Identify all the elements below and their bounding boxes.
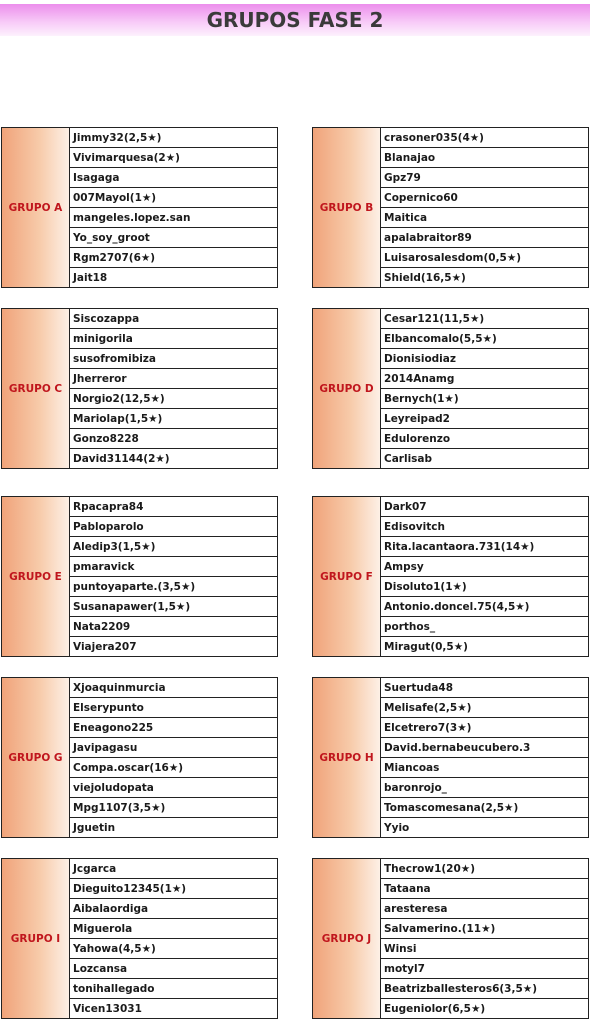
list-item: Lozcansa bbox=[70, 959, 277, 979]
list-item: Edulorenzo bbox=[381, 429, 588, 449]
list-item: Eugeniolor(6,5★) bbox=[384, 1002, 486, 1015]
group-d bbox=[312, 308, 589, 469]
group-i bbox=[1, 858, 278, 1019]
list-item: Bernych(1★) bbox=[381, 389, 588, 409]
list-item: porthos_ bbox=[381, 617, 588, 637]
list-item: Edisovitch bbox=[381, 517, 588, 537]
member-list bbox=[70, 309, 277, 468]
list-item: Rita.lacantaora.731(14★) bbox=[381, 537, 588, 557]
group-label: GRUPO A bbox=[2, 128, 70, 287]
member-list bbox=[70, 128, 277, 287]
list-item: Elserypunto bbox=[70, 698, 277, 718]
list-item: Elcetrero7(3★) bbox=[381, 718, 588, 738]
list-item: Rpacapra84 bbox=[70, 497, 277, 517]
list-item: puntoyaparte.(3,5★) bbox=[70, 577, 277, 597]
list-item: Disoluto1(1★) bbox=[381, 577, 588, 597]
member-list bbox=[70, 497, 277, 656]
member-list bbox=[381, 309, 588, 468]
list-item: Dark07 bbox=[381, 497, 588, 517]
list-item: Luisarosalesdom(0,5★) bbox=[381, 248, 588, 268]
group-label: GRUPO G bbox=[2, 678, 70, 837]
list-item: Winsi bbox=[381, 939, 588, 959]
list-item: minigorila bbox=[70, 329, 277, 349]
list-item: Jcgarca bbox=[70, 859, 277, 879]
group-label: GRUPO E bbox=[2, 497, 70, 656]
list-item: Tomascomesana(2,5★) bbox=[381, 798, 588, 818]
list-item: Copernico60 bbox=[381, 188, 588, 208]
list-item: crasoner035(4★) bbox=[381, 128, 588, 148]
list-item: mangeles.lopez.san bbox=[70, 208, 277, 228]
list-item: Jguetin bbox=[73, 821, 116, 834]
list-item: Pabloparolo bbox=[70, 517, 277, 537]
list-item: Gpz79 bbox=[381, 168, 588, 188]
list-item: Norgio2(12,5★) bbox=[70, 389, 277, 409]
list-item: Melisafe(2,5★) bbox=[381, 698, 588, 718]
list-item: Jherreror bbox=[70, 369, 277, 389]
group-e bbox=[1, 496, 278, 657]
member-list bbox=[70, 678, 277, 837]
list-item: David.bernabeucubero.3 bbox=[381, 738, 588, 758]
list-item: Shield(16,5★) bbox=[384, 271, 466, 284]
list-item: Salvamerino.(11★) bbox=[381, 919, 588, 939]
group-h bbox=[312, 677, 589, 838]
list-item: David31144(2★) bbox=[73, 452, 170, 465]
group-f bbox=[312, 496, 589, 657]
list-item: Beatrizballesteros6(3,5★) bbox=[381, 979, 588, 999]
list-item: Yahowa(4,5★) bbox=[70, 939, 277, 959]
group-label: GRUPO J bbox=[313, 859, 381, 1018]
list-item: Yo_soy_groot bbox=[70, 228, 277, 248]
list-item: Dionisiodiaz bbox=[381, 349, 588, 369]
list-item: Jimmy32(2,5★) bbox=[70, 128, 277, 148]
list-item: Viajera207 bbox=[73, 640, 137, 653]
list-item: Mariolap(1,5★) bbox=[70, 409, 277, 429]
title-bar bbox=[0, 4, 590, 36]
list-item: Rgm2707(6★) bbox=[70, 248, 277, 268]
group-a bbox=[1, 127, 278, 288]
list-item: Thecrow1(20★) bbox=[381, 859, 588, 879]
list-item: Maitica bbox=[381, 208, 588, 228]
list-item: Nata2209 bbox=[70, 617, 277, 637]
list-item: Miancoas bbox=[381, 758, 588, 778]
list-item: Dieguito12345(1★) bbox=[70, 879, 277, 899]
list-item: Antonio.doncel.75(4,5★) bbox=[381, 597, 588, 617]
list-item: Yyio bbox=[384, 821, 410, 834]
member-list bbox=[381, 859, 588, 1018]
list-item: Cesar121(11,5★) bbox=[381, 309, 588, 329]
list-item: Compa.oscar(16★) bbox=[70, 758, 277, 778]
list-item: Blanajao bbox=[381, 148, 588, 168]
list-item: Aibalaordiga bbox=[70, 899, 277, 919]
member-list bbox=[381, 678, 588, 837]
group-label: GRUPO F bbox=[313, 497, 381, 656]
list-item: Siscozappa bbox=[70, 309, 277, 329]
group-label: GRUPO H bbox=[313, 678, 381, 837]
member-list bbox=[70, 859, 277, 1018]
list-item: Susanapawer(1,5★) bbox=[70, 597, 277, 617]
list-item: motyl7 bbox=[381, 959, 588, 979]
group-label: GRUPO C bbox=[2, 309, 70, 468]
list-item: Vicen13031 bbox=[73, 1002, 142, 1015]
list-item: Elbancomalo(5,5★) bbox=[381, 329, 588, 349]
list-item: Mpg1107(3,5★) bbox=[70, 798, 277, 818]
group-j bbox=[312, 858, 589, 1019]
list-item: Javipagasu bbox=[70, 738, 277, 758]
list-item: 007Mayol(1★) bbox=[70, 188, 277, 208]
list-item: susofromibiza bbox=[70, 349, 277, 369]
member-list bbox=[381, 128, 588, 287]
list-item: Vivimarquesa(2★) bbox=[70, 148, 277, 168]
member-list bbox=[381, 497, 588, 656]
group-b bbox=[312, 127, 589, 288]
list-item: Xjoaquinmurcia bbox=[70, 678, 277, 698]
list-item: Jait18 bbox=[73, 271, 108, 284]
group-label: GRUPO B bbox=[313, 128, 381, 287]
list-item: viejoludopata bbox=[70, 778, 277, 798]
list-item: Miguerola bbox=[70, 919, 277, 939]
list-item: baronrojo_ bbox=[381, 778, 588, 798]
list-item: 2014Anamg bbox=[381, 369, 588, 389]
list-item: Aledip3(1,5★) bbox=[70, 537, 277, 557]
group-label: GRUPO I bbox=[2, 859, 70, 1018]
list-item: Miragut(0,5★) bbox=[384, 640, 468, 653]
group-g bbox=[1, 677, 278, 838]
list-item: aresteresa bbox=[381, 899, 588, 919]
list-item: apalabraitor89 bbox=[381, 228, 588, 248]
list-item: tonihallegado bbox=[70, 979, 277, 999]
list-item: pmaravick bbox=[70, 557, 277, 577]
list-item: Carlisab bbox=[384, 452, 433, 465]
list-item: Isagaga bbox=[70, 168, 277, 188]
list-item: Tataana bbox=[381, 879, 588, 899]
list-item: Ampsy bbox=[381, 557, 588, 577]
list-item: Eneagono225 bbox=[70, 718, 277, 738]
list-item: Suertuda48 bbox=[381, 678, 588, 698]
list-item: Gonzo8228 bbox=[70, 429, 277, 449]
page-title: GRUPOS FASE 2 bbox=[206, 8, 384, 32]
group-label: GRUPO D bbox=[313, 309, 381, 468]
group-c bbox=[1, 308, 278, 469]
list-item: Leyreipad2 bbox=[381, 409, 588, 429]
